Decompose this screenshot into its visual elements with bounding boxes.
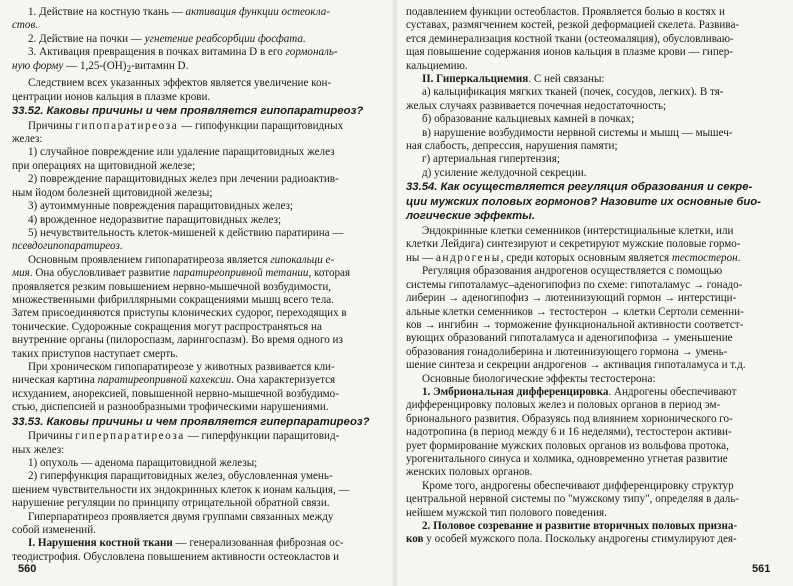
text-line: стью, диспепсией и разнообразными трофическими нарушениями. xyxy=(12,401,329,414)
section-heading: ции мужских половых гормонов? Назовите их основные био- xyxy=(406,195,761,208)
text-line: дифференцировку половых желез и половых органов в период эм- xyxy=(406,399,721,412)
text-line: нарушение регуляции по принципу отрицательной обратной связи. xyxy=(12,497,330,510)
section-heading: 33.54. Как осуществляется регуляция образования и секре- xyxy=(406,181,753,194)
text-line: центральной нервной системы по "мужскому типу", определяя в даль- xyxy=(406,493,740,506)
text-line: ется деминерализация костной ткани (остеомаляция), обусловливаю- xyxy=(406,32,734,45)
section-heading: 33.53. Каковы причины и чем проявляется гиперпаратиреоз? xyxy=(12,415,370,428)
text-line: таких приступов наступает смерть. xyxy=(12,347,179,360)
text-line: вующих образований гипоталамуса и аденогипофиза → уменьшение xyxy=(406,332,733,345)
text-line: альные клетки семенников → тестостерон → клетки Сертоли семенни- xyxy=(406,305,744,318)
text-line: 5) нечувствительность клеток-мишеней к действию паратирина — xyxy=(28,226,344,239)
text-line: 1) случайное повреждение или удаление паращитовидных желез xyxy=(28,146,335,159)
right-page xyxy=(406,6,778,547)
text-line: ным йодом болезней щитовидной железы; xyxy=(12,186,213,199)
text-line: 2. Половое созревание и развитие вторичных половых призна- xyxy=(422,520,738,532)
text-line: внутренние органы (пилороспазм, ларингоспазм). Во время одного из xyxy=(12,334,343,347)
text-line: Регуляция образования андрогенов осуществляется с помощью xyxy=(422,265,723,278)
text-line: I. Нарушения костной ткани — генерализованная фиброзная ос- xyxy=(28,537,344,550)
text-line: ны — андрогены, среди которых основным является тестостерон. xyxy=(406,251,741,264)
text-line: образования гонадолиберина и лютеинизующего гормона → умень- xyxy=(406,345,728,358)
text-line: при операциях на щитовидной железе; xyxy=(12,159,196,172)
left-page xyxy=(12,6,382,564)
text-line: г) артериальная гипертензия; xyxy=(422,153,560,166)
text-line: 3) аутоиммунные повреждения паращитовидных желез; xyxy=(28,200,293,213)
text-line: теодистрофия. Обусловлена повышением активности остеокластов и xyxy=(12,550,340,563)
text-line: проявляется резким повышением нервно-мышечной возбудимости, xyxy=(12,280,332,293)
text-line: щая повышение содержания ионов кальция в плазме крови — гипер- xyxy=(406,46,733,59)
text-line: ков → ингибин → торможение функциональной активности соответст- xyxy=(406,318,744,331)
text-line: системы гипоталамус–аденогипофиз по схеме: гипоталамус → гонадо- xyxy=(406,278,743,291)
text-line: Основные биологические эффекты тестостерона: xyxy=(422,372,656,385)
text-line: ническая картина паратиреопривной кахексии. Она характеризуется xyxy=(12,374,336,387)
text-line: женских половых органов. xyxy=(406,466,533,479)
text-line: 2) гиперфункция паращитовидных желез, обусловленная умень- xyxy=(28,470,333,483)
text-line: 3. Активация превращения в почках витамина D в его гормональ- xyxy=(28,46,338,59)
section-heading: логические эффекты. xyxy=(406,210,535,223)
book-gutter xyxy=(391,0,399,586)
text-line: Гиперпаратиреоз проявляется двумя группами связанных между xyxy=(28,510,334,523)
text-line: а) кальцификация мягких тканей (почек, сосудов, легких). В тя- xyxy=(422,86,724,99)
text-line: брионального развития. Образуясь под влиянием хорионического го- xyxy=(406,412,733,425)
text-line: нейшем мужской тип полового поведения. xyxy=(406,506,607,519)
text-line: шение синтеза и секреции андрогенов → активация гипоталамуса и т.д. xyxy=(406,359,746,372)
text-line: Причины гиперпаратиреоза — гиперфункции паращитовид- xyxy=(28,430,340,443)
page-number-right: 561 xyxy=(752,563,771,575)
text-line: суставах, размягчением костей, резкой деформацией скелета. Развива- xyxy=(406,19,740,32)
text-line: д) усиление желудочной секреции. xyxy=(422,166,587,179)
page-number-left: 560 xyxy=(18,563,37,575)
text-line: Основным проявлением гипопаратиреоза является гипокальци е- xyxy=(28,253,335,266)
text-line: 1) опухоль — аденома паращитовидной железы; xyxy=(28,457,258,469)
text-line: Следствием всех указанных эффектов является увеличение кон- xyxy=(28,77,332,90)
text-line: шением чувствительности их эндокринных клеток к ионам кальция, — xyxy=(12,483,350,496)
text-line: Эндокринные клетки семенников (интерстициальные клетки, или xyxy=(422,225,734,238)
text-line: центрации ионов кальция в плазме крови. xyxy=(12,90,211,103)
text-line: клетки Лейдига) синтезируют и секретируют мужские половые гормо- xyxy=(406,238,741,251)
text-line: рует формирование мужских половых органов из вольфова протока, xyxy=(406,439,729,452)
text-line: множественными фибриллярными сокращениями мышц всего тела. xyxy=(12,293,334,306)
text-line: подавлением функции остеобластов. Проявляется болью в костях и xyxy=(406,6,725,18)
text-line: надотропина (в период между 6 и 16 неделями), тестостерон активи- xyxy=(406,426,732,439)
text-line: мия. Она обусловливает развитие паратиреопривной тетании, которая xyxy=(12,267,351,280)
section-heading: 33.52. Каковы причины и чем проявляется гипопаратиреоз? xyxy=(12,105,364,118)
text-line: ков у особей мужского пола. Поскольку андрогены стимулируют дея- xyxy=(406,533,737,546)
text-line: желых случаях развивается почечная недостаточность; xyxy=(406,99,667,112)
text-line: собой изменений. xyxy=(12,524,96,537)
text-line: 1. Действие на костную ткань — активация функции остеокла- xyxy=(28,6,330,18)
text-line: 4) врожденное недоразвитие паращитовидных желез; xyxy=(28,213,282,226)
text-line: желез: xyxy=(12,133,43,146)
text-line: 2. Действие на почки — угнетение реабсорбции фосфата. xyxy=(28,32,306,45)
text-line: Затем присоединяются приступы клонических судорог, переходящих в xyxy=(12,307,347,320)
text-line: 1. Эмбриональная дифференцировка. Андрогены обеспечивают xyxy=(422,385,737,398)
text-line: б) образование кальциевых камней в почках; xyxy=(422,113,635,126)
text-line: Причины гипопаратиреоза — гипофункции паращитовидных xyxy=(28,119,344,132)
text-line: Кроме того, андрогены обеспечивают дифференцировку структур xyxy=(422,479,734,492)
text-line: либерин → аденогипофиз → лютеинизующий гормон → интерстици- xyxy=(406,292,737,305)
text-line: урогенитального синуса и холмика, одновременно угнетая развитие xyxy=(406,452,728,465)
text-line: II. Гиперкальциемия. С ней связаны: xyxy=(422,73,605,86)
text-line: 2) повреждение паращитовидных желез при лечении радиоактив- xyxy=(28,173,339,186)
text-line: в) нарушение возбудимости нервной системы и мышц — мышеч- xyxy=(422,126,733,139)
text-line: ная слабость, депрессия, нарушения памяти; xyxy=(406,140,618,153)
text-line: стов. xyxy=(12,19,39,32)
text-line: При хроническом гипопаратиреозе у животных развивается кли- xyxy=(28,360,335,373)
text-line: ных желез: xyxy=(12,443,65,456)
text-line: ную форму — $1,25-(ОН)_2$-витамин D. xyxy=(12,59,189,75)
text-line: тонические. Судорожные сокращения могут распространяться на xyxy=(12,320,322,333)
text-line: исхуданием, анорексией, повышенной нервно-мышечной возбудимо- xyxy=(12,387,339,400)
text-line: кальциемию. xyxy=(406,59,468,72)
text-line: псевдогипопаратиреоз. xyxy=(12,240,123,253)
